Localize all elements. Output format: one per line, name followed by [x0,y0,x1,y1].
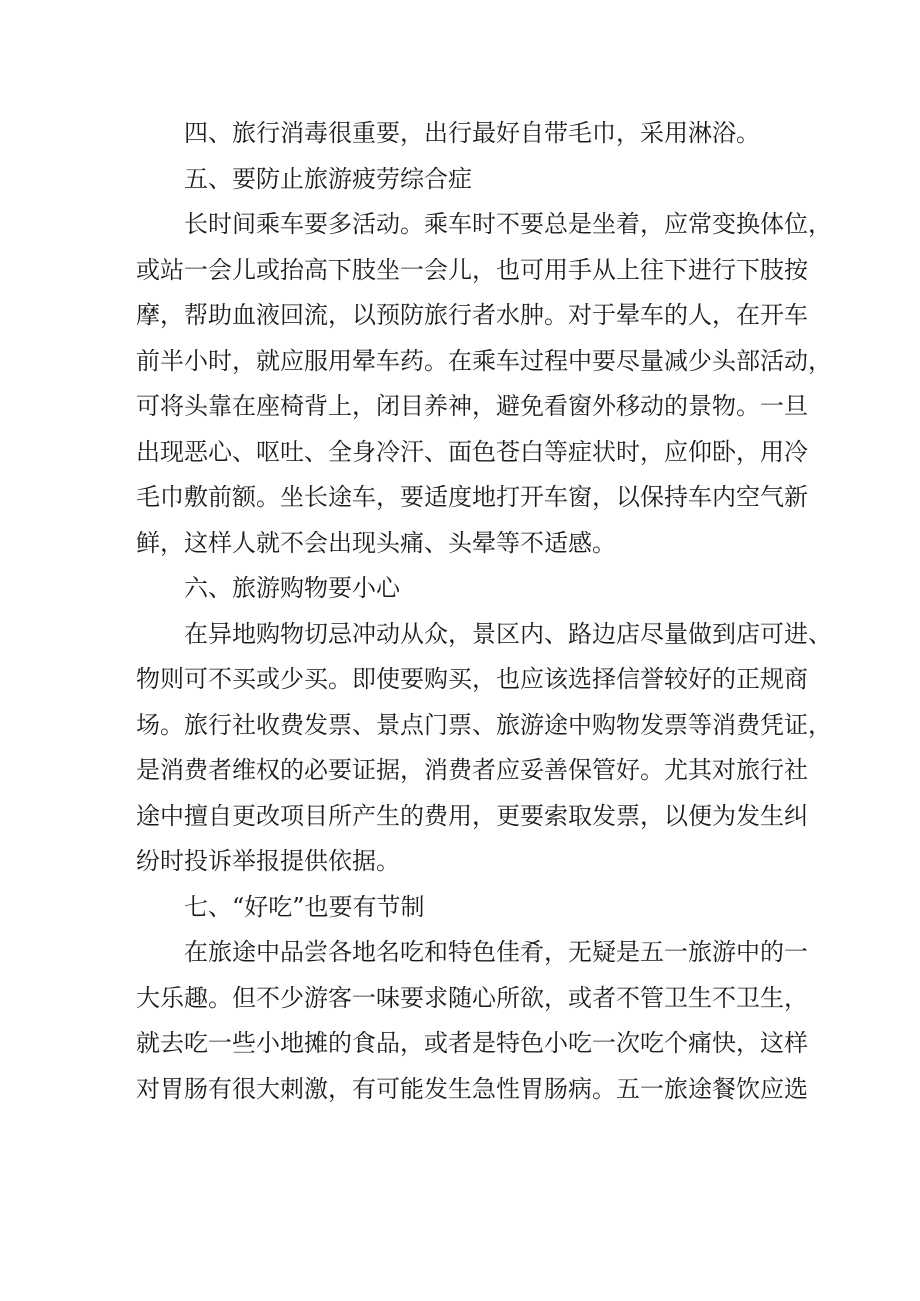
paragraph-line: 前半小时，就应服用晕车药。在乘车过程中要尽量减少头部活动， [136,346,832,375]
section-heading-7: 七、“好吃”也要有节制 [184,892,425,921]
paragraph-line: 四、旅行消毒很重要，出行最好自带毛巾，采用淋浴。 [184,119,760,147]
paragraph-line: 在异地购物切忌冲动从众，景区内、路边店尽量做到店可进、 [184,619,832,648]
paragraph-line: 摩，帮助血液回流，以预防旅行者水肿。对于晕车的人，在开车 [136,301,808,329]
document-body [136,111,832,1112]
section-heading-5: 五、要防止旅游疲劳综合症 [184,164,472,193]
paragraph-line: 就去吃一些小地摊的食品，或者是特色小吃一次吃个痛快，这样 [136,1029,808,1057]
paragraph-line: 毛巾敷前额。坐长途车，要适度地打开车窗，以保持车内空气新 [136,483,808,511]
paragraph-line: 出现恶心、呕吐、全身冷汗、面色苍白等症状时，应仰卧，用冷 [136,437,808,466]
paragraph-line: 对胃肠有很大刺激，有可能发生急性胃肠病。五一旅途餐饮应选 [136,1074,808,1103]
paragraph-line: 在旅途中品尝各地名吃和特色佳肴，无疑是五一旅游中的一 [184,938,808,966]
section-heading-6: 六、旅游购物要小心 [184,574,400,602]
paragraph-line: 长时间乘车要多活动。乘车时不要总是坐着，应常变换体位， [184,210,832,238]
paragraph-line: 纷时投诉举报提供依据。 [136,847,400,875]
paragraph-line: 鲜，这样人就不会出现头痛、头晕等不适感。 [136,528,616,557]
paragraph-line: 途中擅自更改项目所产生的费用，更要索取发票，以便为发生纠 [136,801,808,830]
paragraph-line: 是消费者维权的必要证据，消费者应妥善保管好。尤其对旅行社 [136,756,808,784]
paragraph-line: 物则可不买或少买。即使要购买，也应该选择信誉较好的正规商 [136,665,808,693]
paragraph-line: 可将头靠在座椅背上，闭目养神，避免看窗外移动的景物。一旦 [136,392,808,420]
paragraph-line: 大乐趣。但不少游客一味要求随心所欲，或者不管卫生不卫生， [136,983,808,1012]
paragraph-line: 或站一会儿或抬高下肢坐一会儿，也可用手从上往下进行下肢按 [136,255,808,284]
paragraph-line: 场。旅行社收费发票、景点门票、旅游途中购物发票等消费凭证， [136,710,832,739]
